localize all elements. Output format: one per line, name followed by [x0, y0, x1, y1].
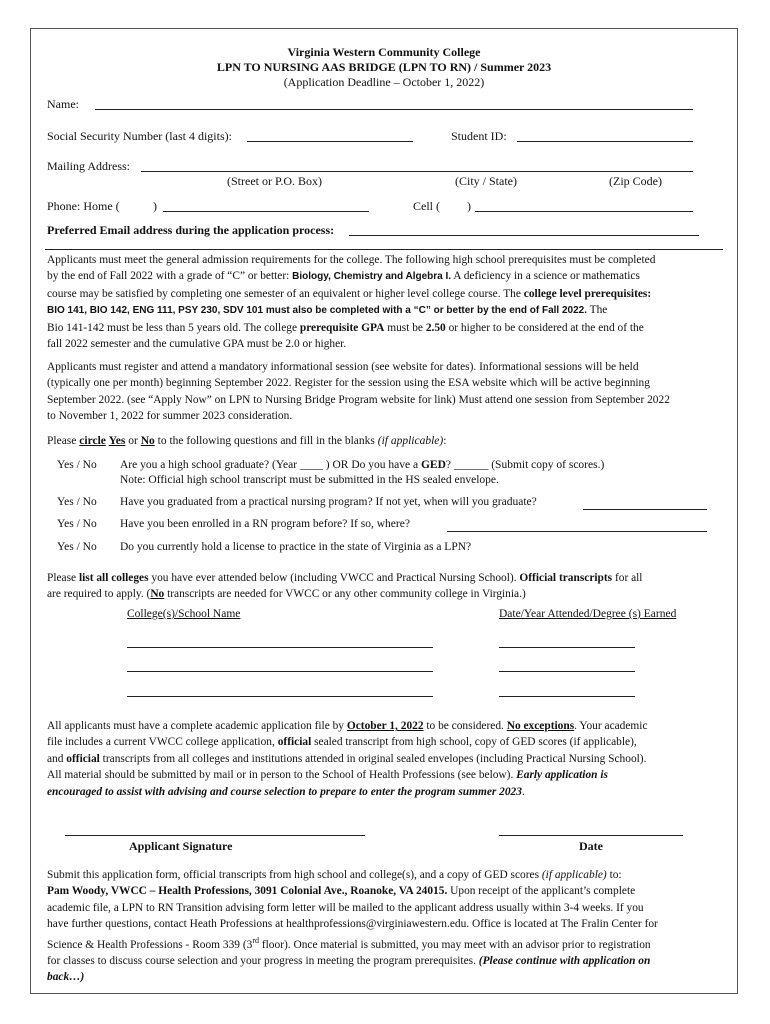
hs-prereq-courses: Biology, Chemistry and Algebra I.: [292, 271, 452, 283]
student-id-field[interactable]: [517, 141, 693, 142]
date-label: Date: [579, 839, 603, 853]
prereq-line-2: by the end of Fall 2022 with a grade of “C” or better: Biology, Chemistry and Algebra I. A deficiency in a science or mathematics: [47, 270, 640, 283]
mailing-address-contact: Pam Woody, VWCC – Health Professions, 3091 Colonial Ave., Roanoke, VA 24015.: [47, 885, 448, 898]
college-prereq-courses: BIO 141, BIO 142, ENG 111, PSY 230, SDV 101 must also be completed with a “C” or better by the end of Fall 2022.: [47, 305, 588, 317]
req-line-4: All material should be submitted by mail or in person to the School of Health Professions (see below). Early application is: [47, 769, 608, 782]
prereq-line-5: Bio 141-142 must be less than 5 years old. The college prerequisite GPA must be 2.50 or higher to be considered at the end of the: [47, 321, 644, 334]
name-label: Name:: [47, 97, 79, 111]
section-divider: [45, 249, 723, 250]
city-state-caption: (City / State): [455, 174, 517, 188]
submit-line-3: academic file, a LPN to RN Transition advising form letter will be mailed to the applicant address usually within 3-4 weeks. If you: [47, 901, 644, 914]
req-line-2: file includes a current VWCC college application, official sealed transcript from high school, copy of GED scores (if applicable),: [47, 736, 637, 749]
mailing-address-field[interactable]: [141, 171, 693, 172]
q4-yes-no[interactable]: Yes / No: [57, 541, 97, 553]
submit-line-1: Submit this application form, official transcripts from high school and college(s), and a copy of GED scores (if applicable) to:: [47, 869, 622, 881]
phone-home-paren: ): [153, 199, 157, 213]
req-line-3: and official transcripts from all colleges and institutions attended in original sealed envelopes (including Practical Nursing School).: [47, 752, 647, 765]
email-field[interactable]: [349, 235, 699, 236]
date-field[interactable]: [499, 835, 683, 836]
colleges-line-1: Please list all colleges you have ever attended below (including VWCC and Practical Nursing School). Official transcripts for all: [47, 572, 643, 584]
ssn-field[interactable]: [247, 141, 413, 142]
street-caption: (Street or P.O. Box): [227, 174, 322, 188]
q4-text: Do you currently hold a license to practice in the state of Virginia as a LPN?: [120, 541, 472, 553]
name-field[interactable]: [95, 109, 693, 110]
q2-yes-no[interactable]: Yes / No: [57, 496, 97, 508]
prereq-line-6: fall 2022 semester and the cumulative GPA must be 2.0 or higher.: [47, 338, 347, 351]
q2-graduation-field[interactable]: [583, 509, 707, 510]
prereq-line-1: Applicants must meet the general admission requirements for the college. The following high school prerequisites must be completed: [47, 254, 656, 266]
cell-phone-field[interactable]: [475, 211, 693, 212]
application-deadline: (Application Deadline – October 1, 2022): [283, 75, 485, 89]
cell-paren: ): [467, 199, 471, 213]
prerequisites-paragraph: [47, 252, 723, 352]
session-line-1: Applicants must register and attend a mandatory informational session (see website for dates). Informational sessions will be held: [47, 361, 639, 373]
prereq-line-4: BIO 141, BIO 142, ENG 111, PSY 230, SDV 101 must also be completed with a “C” or better by the end of Fall 2022. The: [47, 304, 608, 317]
req-line-5: encouraged to assist with advising and course selection to prepare to enter the program summer 2023.: [47, 785, 525, 798]
q1-yes-no[interactable]: Yes / No: [57, 459, 97, 471]
phone-home-label: Phone: Home (: [47, 199, 120, 213]
date-degree-header: Date/Year Attended/Degree (s) Earned: [499, 608, 677, 620]
submit-line-7: back…): [47, 971, 85, 984]
college-name-field-2[interactable]: [127, 671, 433, 672]
date-degree-field-2[interactable]: [499, 671, 635, 672]
info-session-paragraph: [47, 359, 723, 425]
submit-line-5: Science & Health Professions - Room 339 (3rd floor). Once material is submitted, you may meet with an advisor prior to registration: [47, 935, 651, 951]
mailing-address-label: Mailing Address:: [47, 159, 130, 173]
date-degree-field-3[interactable]: [499, 696, 635, 697]
colleges-paragraph: [47, 570, 723, 603]
prereq-line-3: course may be satisfied by completing one semester of an equivalent or higher level college course. The college level prerequisites:: [47, 287, 652, 300]
student-id-label: Student ID:: [451, 129, 507, 143]
email-label: Preferred Email address during the application process:: [47, 223, 335, 237]
req-line-1: All applicants must have a complete academic application file by October 1, 2022 to be considered. No exceptions. Your academic: [47, 720, 648, 732]
session-line-4: to November 1, 2022 for summer 2023 consideration.: [47, 410, 293, 423]
submit-line-6: for classes to discuss course selection and your progress in meeting the program prerequisites. (Please continue with application on: [47, 954, 651, 967]
q3-text: Have you been enrolled in a RN program before? If so, where?: [120, 518, 410, 530]
application-form-page: [30, 28, 738, 994]
q1-note: Note: Official high school transcript must be submitted in the HS sealed envelope.: [120, 474, 499, 486]
college-name-header: College(s)/School Name: [127, 608, 241, 620]
cell-label: Cell (: [413, 199, 440, 213]
college-name: Virginia Western Community College: [287, 45, 481, 59]
home-phone-field[interactable]: [163, 211, 369, 212]
program-title: LPN TO NURSING AAS BRIDGE (LPN TO RN) / Summer 2023: [216, 60, 552, 74]
submit-line-2: Pam Woody, VWCC – Health Professions, 3091 Colonial Ave., Roanoke, VA 24015. Upon receipt of the applicant’s complete: [47, 885, 636, 898]
session-line-3: September 2022. (see “Apply Now” on LPN to Nursing Bridge Program website for link) Must attend one session from September 2022: [47, 393, 670, 406]
applicant-signature-label: Applicant Signature: [129, 839, 233, 853]
signature-field[interactable]: [65, 835, 365, 836]
q3-yes-no[interactable]: Yes / No: [57, 518, 97, 530]
colleges-line-2: are required to apply. (No transcripts are needed for VWCC or any other community college in Virginia.): [47, 588, 526, 601]
q3-where-field[interactable]: [447, 531, 707, 532]
submit-paragraph: [47, 867, 723, 986]
session-line-2: (typically one per month) beginning September 2022. Register for the session using the ESA website which will be active beginning: [47, 377, 650, 390]
date-degree-field-1[interactable]: [499, 647, 635, 648]
college-name-field-3[interactable]: [127, 696, 433, 697]
requirements-paragraph: [47, 718, 723, 800]
college-name-field-1[interactable]: [127, 647, 433, 648]
ssn-label: Social Security Number (last 4 digits):: [47, 129, 232, 143]
submit-line-4: have further questions, contact Heath Professions at healthprofessions@virginiawestern.edu. Office is located at The Fralin Center for: [47, 918, 658, 931]
zip-caption: (Zip Code): [609, 174, 662, 188]
questions-intro: Please circle Yes or No to the following questions and fill in the blanks (if applicable):: [47, 435, 447, 447]
q1-text: Are you a high school graduate? (Year ____ ) OR Do you have a GED? ______ (Submit copy of scores.): [120, 459, 605, 471]
q2-text: Have you graduated from a practical nursing program? If not yet, when will you graduate?: [120, 496, 537, 508]
